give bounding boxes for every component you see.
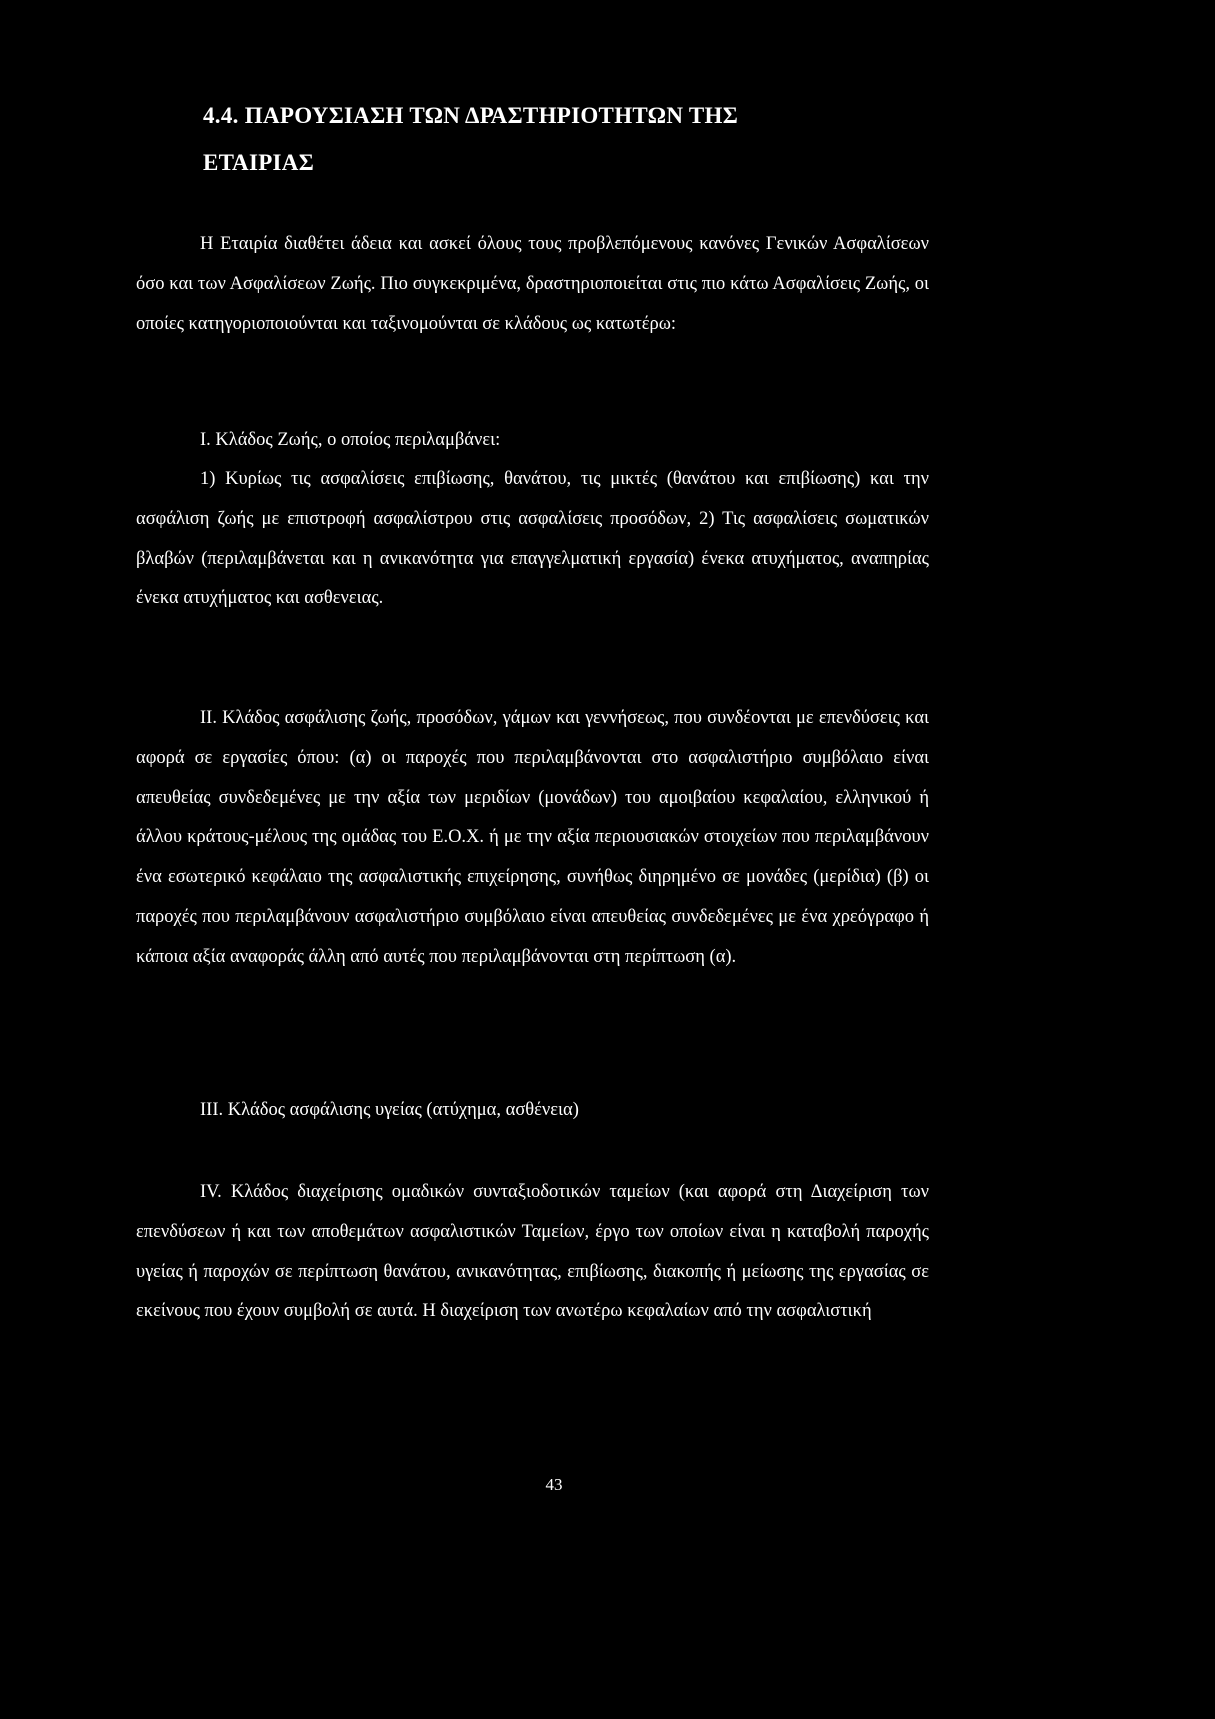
section-4-block bbox=[136, 1173, 929, 1332]
section-2-paragraph: II. Κλάδος ασφάλισης ζωής, προσόδων, γάμων και γεννήσεως, που συνδέονται με επενδύσεις και αφορά σε εργασίες όπου: (α) οι παροχές που περιλαμβάνονται στο ασφαλιστήριο συμβόλαιο είναι απευθείας συνδεδεμένες με την αξία των μεριδίων (μονάδων) του αμοιβαίου κεφαλαίου, ελληνικού ή άλλου κράτους-μέλους της ομάδας του Ε.Ο.Χ. ή με την αξία περιουσιακών στοιχείων που περιλαμβάνουν ένα εσωτερικό κεφάλαιο της ασφαλιστικής επιχείρησης, συνήθως διηρημένο σε μονάδες (μερίδια) (β) οι παροχές που περιλαμβάνουν ασφαλιστήριο συμβόλαιο είναι απευθείας συνδεδεμένες με ένα χρεόγραφο ή κάποια αξία αναφοράς άλλη από αυτές που περιλαμβάνονται στη περίπτωση (α). bbox=[136, 708, 929, 967]
section-1-title: Ι. Κλάδος Ζωής, ο οποίος περιλαμβάνει: bbox=[200, 430, 501, 450]
section-1-body: 1) Κυρίως τις ασφαλίσεις επιβίωσης, θανάτου, τις μικτές (θανάτου και επιβίωσης) και την ασφάλιση ζωής με επιστροφή ασφαλίστρου στις ασφαλίσεις προσόδων, 2) Τις ασφαλίσεις σωματικών βλαβών (περιλαμβάνεται και η ανικανότητα για επαγγελματική εργασία) ένεκα ατυχήματος, αναπηρίας ένεκα ατυχήματος και ασθενειας. bbox=[136, 469, 929, 609]
intro-paragraph-block bbox=[136, 225, 929, 344]
section-1-body-block bbox=[136, 460, 929, 619]
page-number: 43 bbox=[545, 1475, 563, 1494]
section-heading-line-2: ΕΤΑΙΡΙΑΣ bbox=[203, 150, 315, 175]
section-4-paragraph: IV. Κλάδος διαχείρισης ομαδικών συνταξιοδοτικών ταμείων (και αφορά στη Διαχείριση των επενδύσεων ή και των αποθεμάτων ασφαλιστικών Ταμείων, έργο των οποίων είναι η καταβολή παροχής υγείας ή παροχών σε περίπτωση θανάτου, ανικανότητας, επιβίωσης, διακοπής ή μείωσης της εργασίας σε εκείνους που έχουν συμβολή σε αυτά. Η διαχείριση των ανωτέρω κεφαλαίων από την ασφαλιστική bbox=[136, 1182, 929, 1322]
section-heading-line-1: 4.4. ΠΑΡΟΥΣΙΑΣΗ ΤΩΝ ΔΡΑΣΤΗΡΙΟΤΗΤΩΝ ΤΗΣ bbox=[203, 103, 739, 128]
section-2-block bbox=[136, 699, 929, 978]
intro-paragraph: Η Εταιρία διαθέτει άδεια και ασκεί όλους τους προβλεπόμενους κανόνες Γενικών Ασφαλίσεων όσο και των Ασφαλίσεων Ζωής. Πιο συγκεκριμένα, δραστηριοποιείται στις πιο κάτω Ασφαλίσεις Ζωής, οι οποίες κατηγοριοποιούνται και ταξινομούνται σε κλάδους ως κατωτέρω: bbox=[136, 234, 929, 334]
section-3-title: III. Κλάδος ασφάλισης υγείας (ατύχημα, ασθένεια) bbox=[200, 1100, 579, 1120]
